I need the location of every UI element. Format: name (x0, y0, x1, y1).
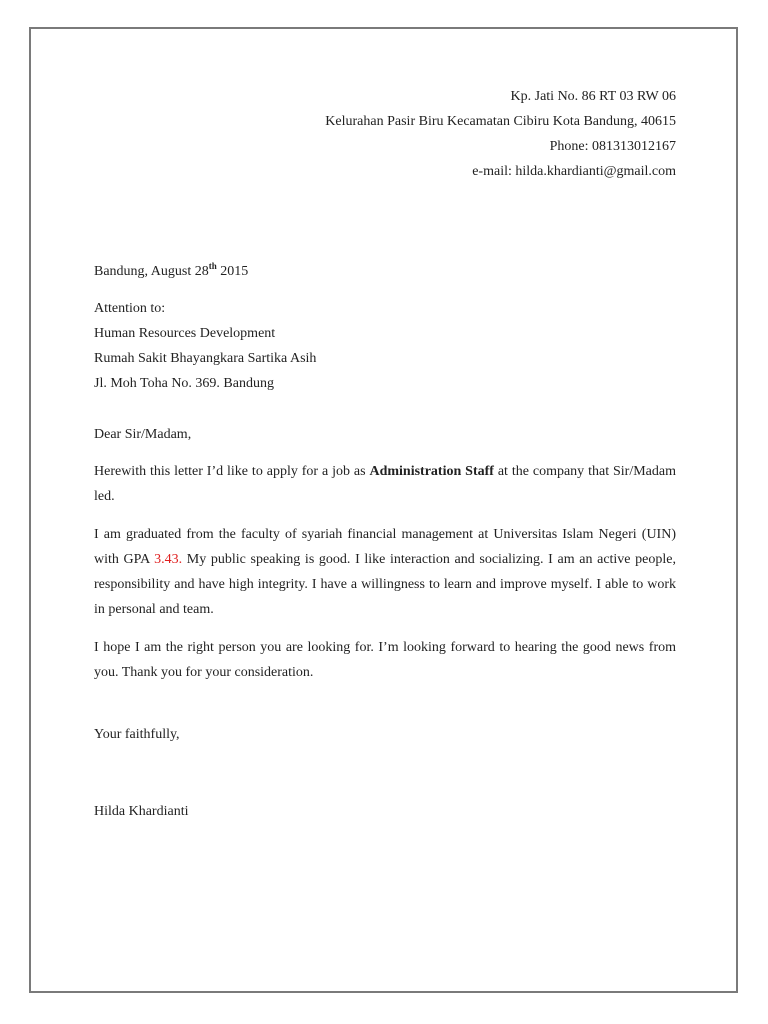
recipient-address: Jl. Moh Toha No. 369. Bandung (94, 376, 274, 391)
paragraph1-after: at the company that Sir/Madam led. (94, 464, 676, 504)
sender-address-line1: Kp. Jati No. 86 RT 03 RW 06 (510, 89, 676, 104)
paragraph1-before: Herewith this letter I’d like to apply for a job as (94, 464, 370, 479)
sender-block (94, 84, 676, 184)
date-year: 2015 (216, 264, 249, 279)
recipient-department: Human Resources Development (94, 326, 276, 341)
paragraph-qualifications (94, 522, 676, 622)
recipient-organization: Rumah Sakit Bhayangkara Sartika Asih (94, 351, 317, 366)
signature-name: Hilda Khardianti (94, 804, 189, 819)
gpa-value: 3.43. (154, 552, 183, 567)
attention-label: Attention to: (94, 301, 166, 316)
closing-salutation: Your faithfully, (94, 727, 180, 742)
recipient-block (94, 296, 676, 396)
sender-phone: Phone: 081313012167 (549, 139, 676, 154)
greeting: Dear Sir/Madam, (94, 427, 192, 442)
paragraph-application (94, 459, 676, 509)
paragraph-closing-remarks: I hope I am the right person you are looking for. I’m looking forward to hearing the good news from you. Thank you for your consideration. (94, 640, 676, 680)
date-prefix: Bandung, August 28 (94, 264, 209, 279)
sender-address-line2: Kelurahan Pasir Biru Kecamatan Cibiru Kota Bandung, 40615 (325, 114, 676, 129)
paragraph2-after: My public speaking is good. I like interaction and socializing. I am an active people, responsibility and have high integrity. I have a willingness to learn and improve myself. I able to work in personal and team. (94, 552, 676, 617)
letter-date (94, 259, 676, 284)
job-title: Administration Staff (369, 464, 494, 479)
paragraph2-before: I am graduated from the faculty of syariah financial management at Universitas Islam Negeri (UIN) with GPA (94, 527, 676, 567)
date-suffix: th (208, 261, 217, 271)
sender-email: e-mail: hilda.khardianti@gmail.com (472, 164, 676, 179)
